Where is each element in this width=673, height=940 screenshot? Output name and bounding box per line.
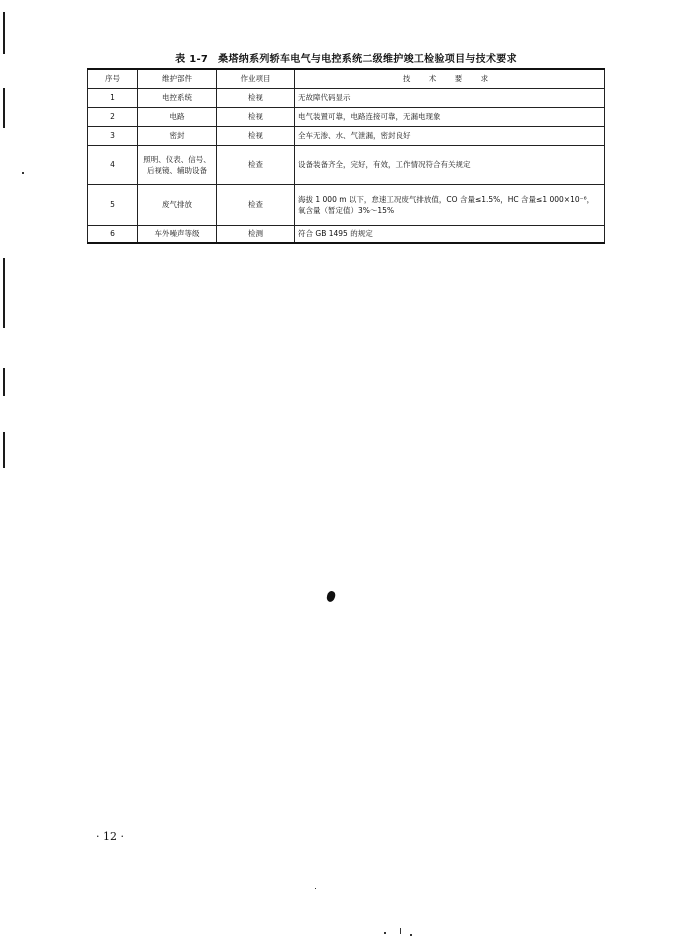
scan-speck bbox=[400, 928, 401, 934]
cell-part: 电路 bbox=[138, 107, 217, 126]
cell-requirement: 符合 GB 1495 的规定 bbox=[295, 225, 605, 243]
table-row bbox=[88, 145, 605, 184]
scan-edge-mark bbox=[3, 368, 5, 396]
cell-part: 废气排放 bbox=[138, 184, 217, 225]
cell-task: 检视 bbox=[217, 88, 295, 107]
table-row bbox=[88, 225, 605, 243]
table-number: 表 1-7 bbox=[175, 54, 209, 65]
scan-edge-mark bbox=[3, 258, 5, 328]
cell-part: 照明、仪表、信号、后视镜、辅助设备 bbox=[138, 145, 217, 184]
cell-requirement: 设备装备齐全，完好，有效，工作情况符合有关规定 bbox=[295, 145, 605, 184]
cell-task: 检测 bbox=[217, 225, 295, 243]
column-header-part: 维护部件 bbox=[138, 69, 217, 88]
scan-edge-mark bbox=[3, 88, 5, 128]
cell-task: 检视 bbox=[217, 107, 295, 126]
table-row bbox=[88, 107, 605, 126]
table-title-text: 桑塔纳系列轿车电气与电控系统二级维护竣工检验项目与技术要求 bbox=[218, 54, 517, 65]
column-header-no: 序号 bbox=[88, 69, 138, 88]
cell-part: 车外噪声等级 bbox=[138, 225, 217, 243]
cell-requirement: 全车无渗、水、气泄漏，密封良好 bbox=[295, 126, 605, 145]
ink-blot bbox=[326, 590, 337, 603]
cell-task: 检查 bbox=[217, 184, 295, 225]
page-number: · 12 · bbox=[96, 830, 124, 843]
cell-requirement: 无故障代码显示 bbox=[295, 88, 605, 107]
cell-no: 1 bbox=[88, 88, 138, 107]
cell-no: 2 bbox=[88, 107, 138, 126]
column-header-task: 作业项目 bbox=[217, 69, 295, 88]
scan-edge-mark bbox=[3, 432, 5, 468]
cell-task: 检查 bbox=[217, 145, 295, 184]
cell-no: 4 bbox=[88, 145, 138, 184]
cell-part: 密封 bbox=[138, 126, 217, 145]
scan-edge-mark bbox=[3, 12, 5, 54]
cell-task: 检视 bbox=[217, 126, 295, 145]
scan-speck bbox=[22, 172, 24, 174]
table-row bbox=[88, 184, 605, 225]
scan-speck bbox=[315, 888, 316, 889]
cell-no: 6 bbox=[88, 225, 138, 243]
inspection-table bbox=[87, 68, 605, 244]
table-title bbox=[88, 50, 604, 65]
cell-part: 电控系统 bbox=[138, 88, 217, 107]
scan-speck bbox=[410, 934, 412, 936]
table-header-row bbox=[88, 69, 605, 88]
cell-no: 5 bbox=[88, 184, 138, 225]
scan-speck bbox=[384, 932, 386, 934]
table-row bbox=[88, 88, 605, 107]
cell-requirement: 电气装置可靠，电路连接可靠，无漏电现象 bbox=[295, 107, 605, 126]
table-row bbox=[88, 126, 605, 145]
column-header-requirement: 技 术 要 求 bbox=[295, 69, 605, 88]
cell-no: 3 bbox=[88, 126, 138, 145]
cell-requirement: 海拔 1 000 m 以下，怠速工况废气排放值，CO 含量≤1.5%，HC 含量≤1 000×10⁻⁶，氧含量（暂定值）3%～15% bbox=[295, 184, 605, 225]
